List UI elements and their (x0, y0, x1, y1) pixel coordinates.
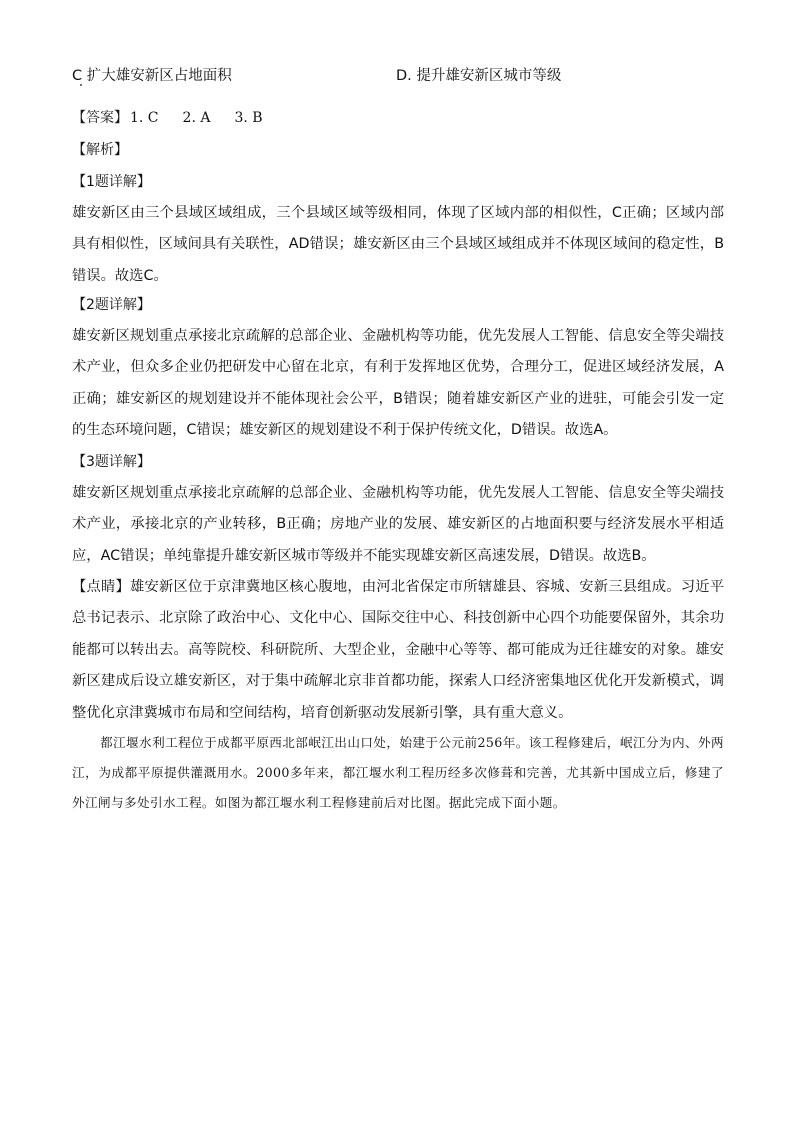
q2-heading: 【2题详解】 (72, 297, 151, 313)
answer-item: 1. C (130, 110, 159, 126)
q1-explanation: 雄安新区由三个县域区域组成，三个县域区域等级相同，体现了区域内部的相似性，C正确；区域内部具有相似性，区域间具有关联性，AD错误；雄安新区由三个县域区域组成并不体现区域间的稳定性，B错误。故选C。 (72, 205, 724, 284)
q3-explanation: 雄安新区规划重点承接北京疏解的总部企业、金融机构等功能，优先发展人工智能、信息安全等尖端技术产业，承接北京的产业转移，B正确；房地产业的发展、雄安新区的占地面积要与经济发展水平相适应，AC错误；单纯靠提升雄安新区城市等级并不能实现雄安新区高速发展，D错误。故选B。 (72, 485, 724, 564)
q3-heading: 【3题详解】 (72, 454, 151, 470)
option-d: D. 提升雄安新区城市等级 (396, 68, 562, 84)
note-text: 雄安新区位于京津冀地区核心腹地，由河北省保定市所辖雄县、容城、安新三县组成。习近平总书记表示、北京除了政治中心、文化中心、国际交往中心、科技创新中心四个功能要保留外，其余功能都可以转出去。高等院校、科研院所、大型企业，金融中心等等、都可能成为迁往雄安的对象。雄安新区建成后设立雄安新区，对于集中疏解北京非首都功能，探索人口经济密集地区优化开发新模式，调整优化京津冀城市布局和空间结构，培育创新驱动发展新引擎，具有重大意义。 (72, 579, 725, 721)
option-c: C 扩大雄安新区占地面积 (72, 68, 232, 84)
stray-dot (80, 84, 82, 86)
q2-explanation: 雄安新区规划重点承接北京疏解的总部企业、金融机构等功能，优先发展人工智能、信息安全等尖端技术产业，但众多企业仍把研发中心留在北京，有利于发挥地区优势，合理分工，促进区域经济发展，A正确；雄安新区的规划建设并不能体现社会公平，B错误；随着雄安新区产业的进驻，可能会引发一定的生态环境问题，C错误；雄安新区的规划建设不利于保护传统文化，D错误。故选A。 (72, 328, 724, 439)
material-paragraph: 都江堰水利工程位于成都平原西北部岷江出山口处，始建于公元前256年。该工程修建后，岷江分为内、外两江，为成都平原提供灌溉用水。2000多年来，都江堰水利工程历经多次修葺和完善，尤其新中国成立后，修建了外江闸与多处引水工程。如图为都江堰水利工程修建前后对比图。据此完成下面小题。 (72, 735, 724, 810)
answer-item: 2. A (182, 110, 211, 126)
answer-tag: 【答案】 (72, 110, 128, 126)
answer-line (72, 108, 285, 128)
q1-heading: 【1题详解】 (72, 174, 151, 190)
answer-item: 3. B (234, 110, 263, 126)
note-heading: 【点睛】 (72, 579, 130, 595)
note-paragraph (72, 572, 724, 729)
analysis-heading: 【解析】 (72, 142, 128, 158)
